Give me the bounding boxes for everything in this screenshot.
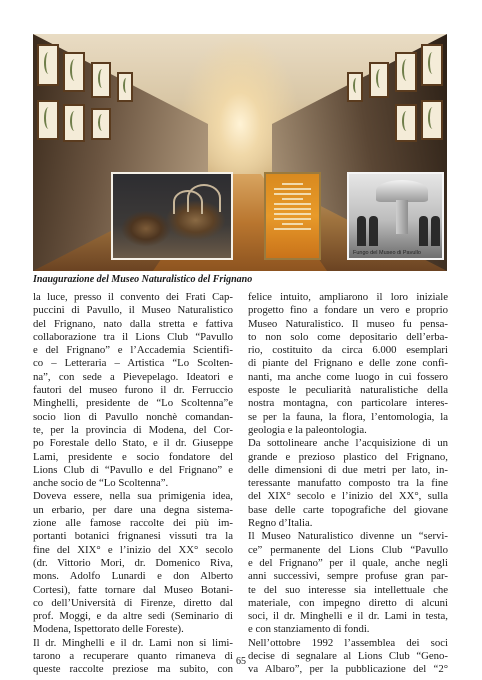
text-line: delle dimensioni di due metri per lato, in- [248, 463, 448, 476]
herbarium-frame [63, 104, 85, 142]
text-line: (dr. Vittorio Mori, dr. Domenico Riva, [33, 556, 233, 569]
text-line: queste raccolte preziose ma subito, con [33, 663, 233, 676]
text-line: anni successivi, sempre profuse gran par- [248, 570, 448, 583]
text-line: socio lion di Pavullo nonchè comandan- [33, 410, 233, 423]
herbarium-frame [395, 52, 417, 92]
text-line: prof. Moggi, e da altre sedi (Seminario di [33, 610, 233, 623]
left-text-column [33, 291, 233, 677]
text-line: to non solo come depositario dell’erba- [248, 330, 448, 343]
text-line: Il Museo Naturalistico divenne un “servi- [248, 530, 448, 543]
text-line: Nell’ottobre 1992 l’assemblea dei soci [248, 636, 448, 649]
right-text-column [248, 291, 448, 677]
text-line: e del Frignano” per il quale, anche negli [248, 556, 448, 569]
photo-caption: Inaugurazione del Museo Naturalistico del Frignano [33, 274, 253, 285]
text-line: va Albaro”, per la pubblicazione del “2° [248, 663, 448, 676]
text-line: soci, il dr. Minghelli e il dr. Lami in testa, [248, 610, 448, 623]
herbarium-frame [347, 72, 363, 102]
inset-photo-plaque [264, 172, 321, 260]
text-line: la luce, presso il convento dei Frati Cap- [33, 291, 233, 303]
text-line: fautori del museo furono il dr. Ferruccio [33, 384, 233, 397]
text-line: grande e prezioso plastico del Frignano, [248, 450, 448, 463]
herbarium-frame [395, 104, 417, 142]
text-line: tarono a recuperare quanto rimaneva di [33, 650, 233, 663]
museum-corridor-photo [33, 34, 447, 271]
text-line: po Forestale dello Stato, e il dr. Giuseppe [33, 437, 233, 450]
text-line: Doveva essere, nella sua primigenia idea, [33, 490, 233, 503]
text-line: mons. Adolfo Lunardi e don Alberto [33, 570, 233, 583]
antler-icon [187, 184, 221, 212]
text-line: se per la fauna, la flora, l’entomologia, la [248, 410, 448, 423]
herbarium-frame [421, 100, 443, 140]
text-line: puccini di Pavullo, il Museo Naturalistico [33, 304, 233, 317]
text-line: Modena, Ispettorato delle Foreste). [33, 623, 184, 636]
text-line: co dell’Università di Firenze, diretto dal [33, 596, 233, 609]
text-line: nostra montagna, con particolare interes- [248, 397, 448, 410]
text-line: e con stanziamento di fondi. [248, 623, 370, 636]
text-line: ce” permanente del Lions Club “Pavullo [248, 543, 448, 556]
text-line: te, per la provincia di Modena, del Cor- [33, 423, 233, 436]
text-line: zione alle famose raccolte dei più im- [33, 517, 233, 530]
herbarium-frame [63, 52, 85, 92]
text-line: materiale, con impegno diretto di alcuni [248, 596, 448, 609]
text-line: un erbario, per dare una degna sistema- [33, 503, 233, 516]
herbarium-frame [91, 108, 111, 140]
text-line: collaborazione tra il Lions Club “Pavullo [33, 330, 233, 343]
text-line: di piante del Frignano e delle zone confi- [248, 357, 448, 370]
herbarium-frame [421, 44, 443, 86]
text-line: felice intuito, ampliarono il loro iniziale [248, 291, 448, 303]
text-line: Minghelli, presidente de “Lo Scoltenna”e [33, 397, 233, 410]
text-line: na”, con sede a Pievepelago. Ideatori e [33, 370, 233, 383]
text-line: e del Frignano” e l’Accademia Scientifi- [33, 344, 233, 357]
text-line: Il dr. Minghelli e il dr. Lami non si limi- [33, 636, 233, 649]
text-line: anche socio de “Lo Scoltenna”. [33, 477, 169, 490]
text-line: Lions Club di “Pavullo e del Frignano” e [33, 463, 233, 476]
text-line: base delle carte topografiche del giovane [248, 503, 448, 516]
inset-caption: Fungo del Museo di Pavullo [353, 250, 421, 256]
text-line: geologia e la paleontologia. [248, 423, 367, 436]
page-number: 65 [236, 656, 246, 667]
inset-photo-animals [111, 172, 233, 260]
text-line: del Frignano, nato dalla stretta e fattiva [33, 317, 233, 330]
text-line: progetto fino a fondare un vero e proprio [248, 304, 448, 317]
text-line: fine del XIX° e l’inizio del XX° secolo [33, 543, 233, 556]
text-line: decise di segnalare al Lions Club “Geno- [248, 650, 448, 663]
text-line: portanti botanici frignanesi vissuti tra la [33, 530, 233, 543]
text-line: Museo Naturalistico. Il museo fu pensa- [248, 317, 448, 330]
herbarium-frame [37, 100, 59, 140]
text-line: Cortesi), fatte tornare dal Museo Botani- [33, 583, 233, 596]
herbarium-frame [369, 62, 389, 98]
herbarium-frame [37, 44, 59, 86]
text-line: Da sottolineare anche l’acquisizione di un [248, 437, 448, 450]
text-line: co – Letteraria – Artistica “Lo Scolten- [33, 357, 233, 370]
mushroom-icon [376, 180, 428, 202]
text-line: del XIX° secolo e l’inizio del XX°, sulla [248, 490, 448, 503]
herbarium-frame [117, 72, 133, 102]
text-line: te del suo interesse sia intellettuale che [248, 583, 448, 596]
text-line: teressante manufatto composto tra la fine [248, 477, 448, 490]
text-line: Regno d’Italia. [248, 517, 313, 530]
text-line: nanti, ma anche come luogo in cui fossero [248, 370, 448, 383]
text-line: esposte le peculiarità naturalistiche della [248, 384, 448, 397]
inset-photo-mushroom [347, 172, 444, 260]
text-line: rio, costituito da circa 6.000 esemplari [248, 344, 448, 357]
text-line: Lami, presidente e socio fondatore del [33, 450, 233, 463]
herbarium-frame [91, 62, 111, 98]
